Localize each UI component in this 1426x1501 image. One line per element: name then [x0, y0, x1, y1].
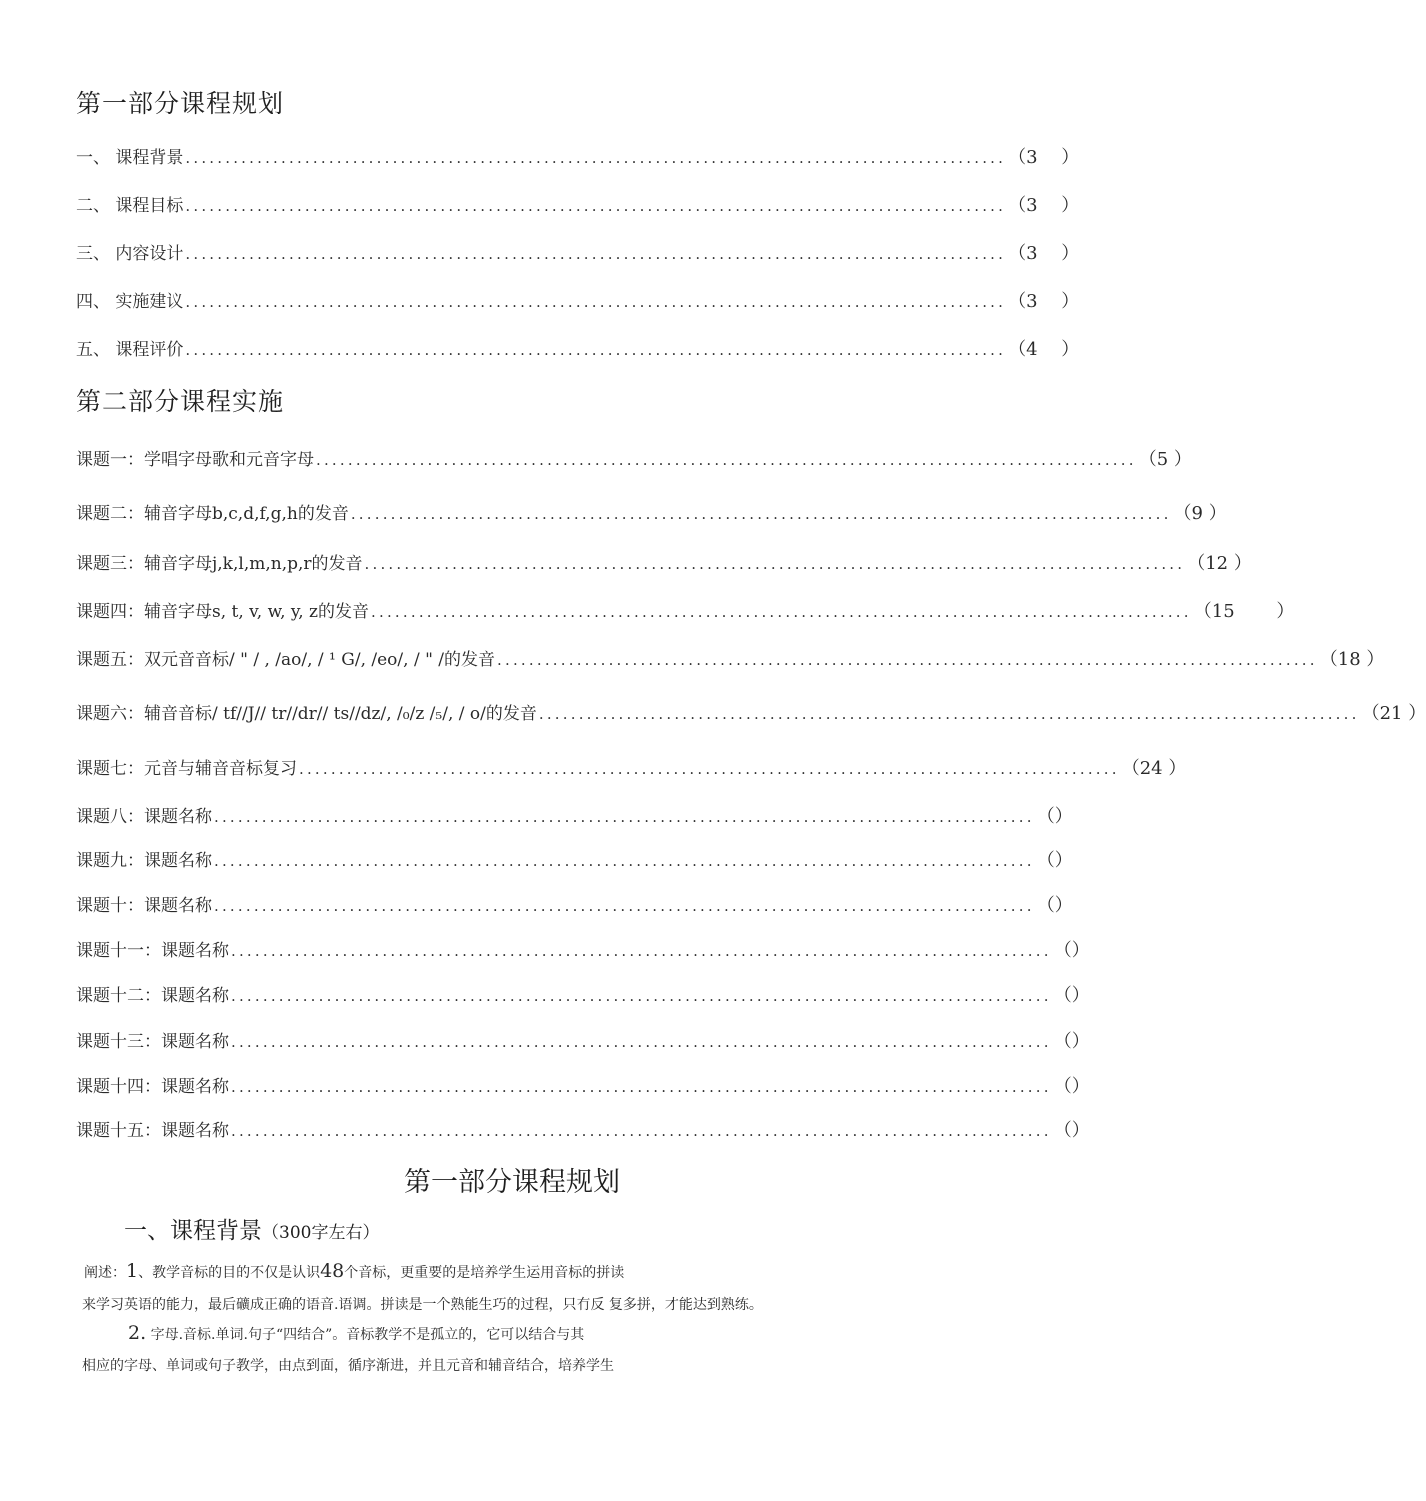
toc-row[interactable]	[76, 445, 1192, 471]
toc-row[interactable]	[76, 699, 1426, 725]
toc-page: （3 ）	[1008, 291, 1080, 312]
toc-title: 课题四：辅音字母s, t, v, w, y, z的发音	[76, 602, 370, 622]
toc-leader-dots: .......................................................................................................	[214, 808, 1035, 826]
toc-title: 课题十一：课题名称	[76, 941, 229, 961]
toc-title: 课题七：元音与辅音音标复习	[76, 759, 297, 779]
p1-text-b: 个音标，更重要的是培养学生运用音标的拼读	[344, 1265, 625, 1281]
toc-row[interactable]	[76, 936, 1090, 962]
toc-row[interactable]	[76, 287, 1080, 313]
toc-row[interactable]	[76, 645, 1385, 671]
toc-leader-dots: .......................................................................................................	[231, 1033, 1052, 1051]
p1-count: 48	[320, 1260, 345, 1282]
toc-page: （）	[1053, 1031, 1090, 1052]
toc-row[interactable]	[76, 597, 1295, 623]
toc-title: 课题八：课题名称	[76, 807, 212, 827]
toc-leader-dots: .......................................................................................................	[185, 149, 1007, 167]
toc-title: 课题六：辅音音标/ tf//J// tr//dr// ts//dz/, /₀/z /₅/, / o/的发音	[76, 704, 537, 724]
toc-page: （4 ）	[1008, 339, 1080, 360]
toc-page: （）	[1036, 806, 1073, 827]
part1-heading: 第一部分课程规划	[76, 89, 285, 118]
toc-row[interactable]	[76, 499, 1227, 525]
toc-title: 三、 内容设计	[76, 244, 184, 264]
toc-page: （18 ）	[1319, 649, 1385, 670]
toc-leader-dots: .......................................................................................................	[497, 651, 1318, 669]
toc-leader-dots: .......................................................................................................	[185, 293, 1007, 311]
toc-row[interactable]	[76, 754, 1187, 780]
toc-row[interactable]	[76, 1072, 1090, 1098]
toc-leader-dots: .......................................................................................................	[350, 505, 1172, 523]
toc-page: （）	[1053, 1076, 1090, 1097]
toc-leader-dots: .......................................................................................................	[538, 705, 1360, 723]
toc-leader-dots: .......................................................................................................	[214, 897, 1035, 915]
toc-leader-dots: .......................................................................................................	[371, 603, 1192, 621]
toc-row[interactable]	[76, 549, 1252, 575]
sub-title-note: （300字左右）	[262, 1223, 380, 1243]
paragraph-line: 相应的字母、单词或句子教学，由点到面，循序渐进，并且元音和辅音结合，培养学生	[82, 1358, 614, 1374]
toc-title: 课题十二：课题名称	[76, 986, 229, 1006]
toc-row[interactable]	[76, 143, 1080, 169]
toc-page: （15 ）	[1193, 601, 1295, 622]
toc-row[interactable]	[76, 891, 1073, 917]
toc-row[interactable]	[76, 191, 1080, 217]
toc-title: 二、 课程目标	[76, 196, 184, 216]
paragraph-line: 来学习英语的能力，最后礦成正确的语音.语调。拼读是一个熟能生巧的过程，只冇反 复多拼，才能达到熟练。	[82, 1297, 763, 1313]
toc-row[interactable]	[76, 846, 1073, 872]
toc-page: （5 ）	[1138, 449, 1192, 470]
toc-page: （）	[1036, 850, 1073, 871]
toc-title: 课题十三：课题名称	[76, 1032, 229, 1052]
part2-heading: 第二部分课程实施	[76, 387, 285, 416]
toc-title: 课题十五：课题名称	[76, 1121, 229, 1141]
toc-title: 课题十四：课题名称	[76, 1077, 229, 1097]
toc-title: 一、 课程背景	[76, 148, 184, 168]
toc-row[interactable]	[76, 802, 1073, 828]
toc-page: （3 ）	[1008, 147, 1080, 168]
toc-row[interactable]	[76, 981, 1090, 1007]
toc-title: 课题九：课题名称	[76, 851, 212, 871]
p2-number: 2.	[128, 1322, 147, 1344]
toc-leader-dots: .......................................................................................................	[316, 451, 1137, 469]
toc-leader-dots: .......................................................................................................	[231, 1078, 1052, 1096]
toc-leader-dots: .......................................................................................................	[364, 555, 1186, 573]
toc-leader-dots: .......................................................................................................	[231, 1122, 1052, 1140]
paragraph-line	[128, 1322, 584, 1344]
toc-page: （3 ）	[1008, 195, 1080, 216]
p1-prefix: 阐述：	[84, 1265, 126, 1281]
p1-number: 1	[126, 1260, 139, 1282]
toc-row[interactable]	[76, 239, 1080, 265]
toc-title: 课题五：双元音音标/ " / , /ao/, / ¹ G/, /eo/, / " /的发音	[76, 650, 496, 670]
toc-page: （9 ）	[1173, 503, 1227, 524]
toc-title: 课题一：学唱字母歌和元音字母	[76, 450, 314, 470]
toc-page: （24 ）	[1121, 758, 1187, 779]
toc-title: 课题十：课题名称	[76, 896, 212, 916]
toc-page: （）	[1053, 985, 1090, 1006]
toc-page: （）	[1053, 940, 1090, 961]
toc-title: 课题三：辅音字母j,k,l,m,n,p,r的发音	[76, 554, 363, 574]
p1-text-a: 、教学音标的目的不仅是认识	[138, 1265, 321, 1281]
toc-leader-dots: .......................................................................................................	[299, 760, 1120, 778]
toc-row[interactable]	[76, 1116, 1090, 1142]
toc-page: （3 ）	[1008, 243, 1080, 264]
paragraph-line	[84, 1260, 624, 1282]
toc-leader-dots: .......................................................................................................	[231, 942, 1052, 960]
p2-text: 字母.音标.单词.句子“四结合”。音标教学不是孤立的，它可以结合与其	[146, 1327, 585, 1343]
toc-page: （21 ）	[1361, 703, 1426, 724]
toc-page: （）	[1036, 895, 1073, 916]
toc-title: 课题二：辅音字母b,c,d,f,g,h的发音	[76, 504, 349, 524]
toc-row[interactable]	[76, 335, 1080, 361]
toc-row[interactable]	[76, 1027, 1090, 1053]
toc-leader-dots: .......................................................................................................	[185, 197, 1007, 215]
toc-leader-dots: .......................................................................................................	[231, 987, 1052, 1005]
toc-title: 四、 实施建议	[76, 292, 184, 312]
toc-leader-dots: .......................................................................................................	[185, 245, 1007, 263]
toc-title: 五、 课程评价	[76, 340, 184, 360]
toc-page: （12 ）	[1187, 553, 1252, 574]
section-title: 第一部分课程规划	[404, 1167, 620, 1198]
toc-leader-dots: .......................................................................................................	[185, 341, 1007, 359]
toc-leader-dots: .......................................................................................................	[214, 852, 1035, 870]
toc-page: （）	[1053, 1120, 1090, 1141]
sub-title-text: 一、课程背景	[124, 1218, 262, 1244]
sub-title	[124, 1212, 379, 1245]
